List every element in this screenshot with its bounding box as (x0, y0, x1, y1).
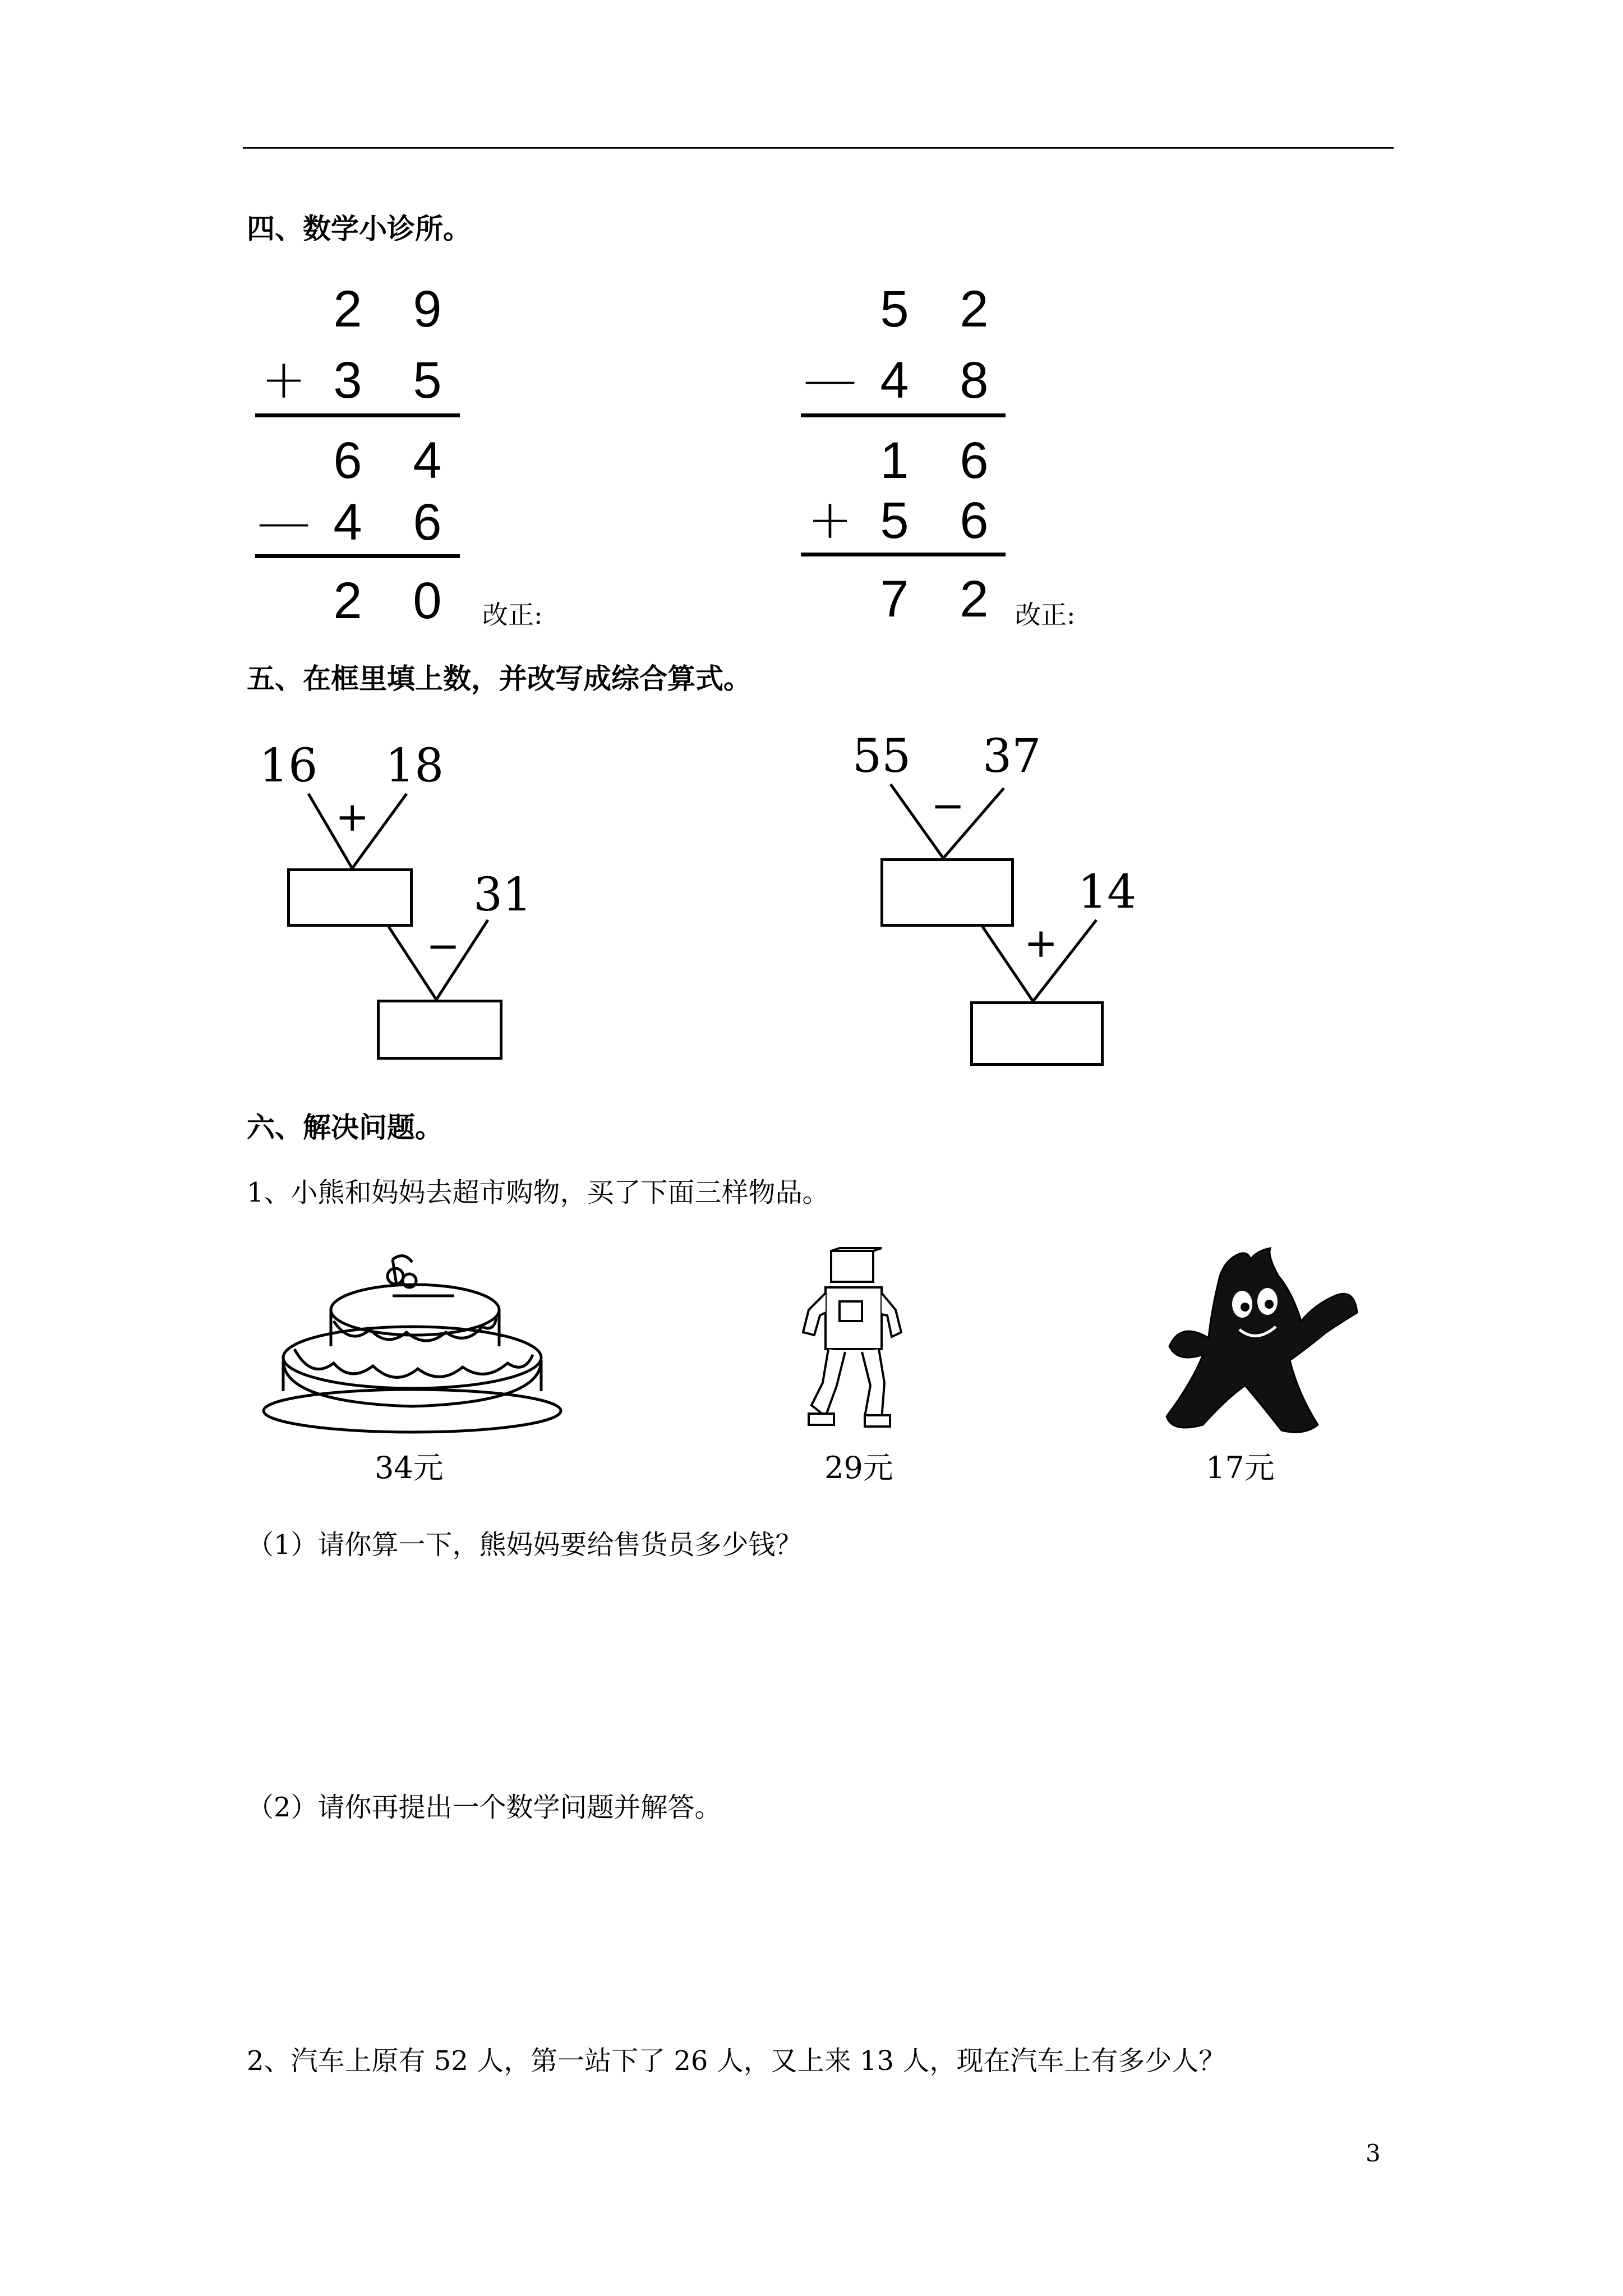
minus-sign: — (803, 348, 857, 411)
digit: 4 (333, 494, 362, 551)
digit: 5 (413, 352, 442, 409)
digit: 3 (333, 352, 362, 409)
digit: 2 (333, 572, 362, 629)
digit: 7 (880, 570, 909, 628)
digit: 5 (880, 492, 909, 549)
question-1-2: （2）请你再提出一个数学问题并解答。 (247, 1792, 722, 1823)
robot-icon (792, 1248, 910, 1433)
digit: 2 (333, 280, 362, 338)
plus-sign: + (807, 488, 853, 551)
digit: 4 (413, 432, 442, 489)
section4-title: 四、数学小诊所。 (247, 213, 471, 245)
tree-number: 14 (1078, 866, 1137, 919)
digit: 6 (333, 432, 362, 489)
digit: 2 (960, 280, 989, 338)
minus-sign: — (257, 490, 311, 553)
tree-number: 55 (852, 730, 911, 783)
tree-number: 31 (473, 868, 532, 922)
price-label: 29元 (824, 1450, 893, 1485)
digit: 1 (880, 432, 909, 489)
digit: 6 (960, 492, 989, 549)
digit: 6 (960, 432, 989, 489)
digit: 5 (880, 280, 909, 338)
mascot-icon (1158, 1248, 1371, 1439)
section5-title: 五、在框里填上数，并改写成综合算式。 (247, 662, 751, 695)
answer-box[interactable] (970, 1001, 1104, 1066)
plus-sign: + (261, 348, 307, 411)
plus-sign: + (1024, 919, 1058, 967)
digit: 6 (413, 494, 442, 551)
tree-number: 37 (983, 730, 1041, 783)
section6-title: 六、解决问题。 (247, 1111, 443, 1144)
question-1-1: （1）请你算一下，熊妈妈要给售货员多少钱？ (247, 1529, 803, 1561)
price-label: 34元 (375, 1450, 444, 1485)
page-number: 3 (1366, 2139, 1381, 2167)
correction-label: 改正: (1015, 600, 1076, 630)
digit: 4 (880, 352, 909, 409)
tree-number: 16 (259, 739, 318, 793)
answer-box[interactable] (880, 858, 1014, 927)
digit: 0 (413, 572, 442, 629)
correction-label: 改正: (482, 600, 543, 630)
plus-sign: + (335, 793, 370, 840)
digit: 8 (960, 352, 989, 409)
cake-icon (261, 1248, 564, 1433)
price-label: 17元 (1206, 1450, 1275, 1485)
tree-number: 18 (385, 739, 444, 793)
digit: 9 (413, 280, 442, 338)
minus-sign: − (426, 922, 460, 969)
question-2: 2、汽车上原有 52 人，第一站下了 26 人，又上来 13 人，现在汽车上有多少人？ (247, 2045, 1226, 2077)
minus-sign: − (931, 782, 965, 829)
digit: 2 (960, 570, 989, 628)
question-1: 1、小熊和妈妈去超市购物，买了下面三样物品。 (247, 1177, 829, 1208)
